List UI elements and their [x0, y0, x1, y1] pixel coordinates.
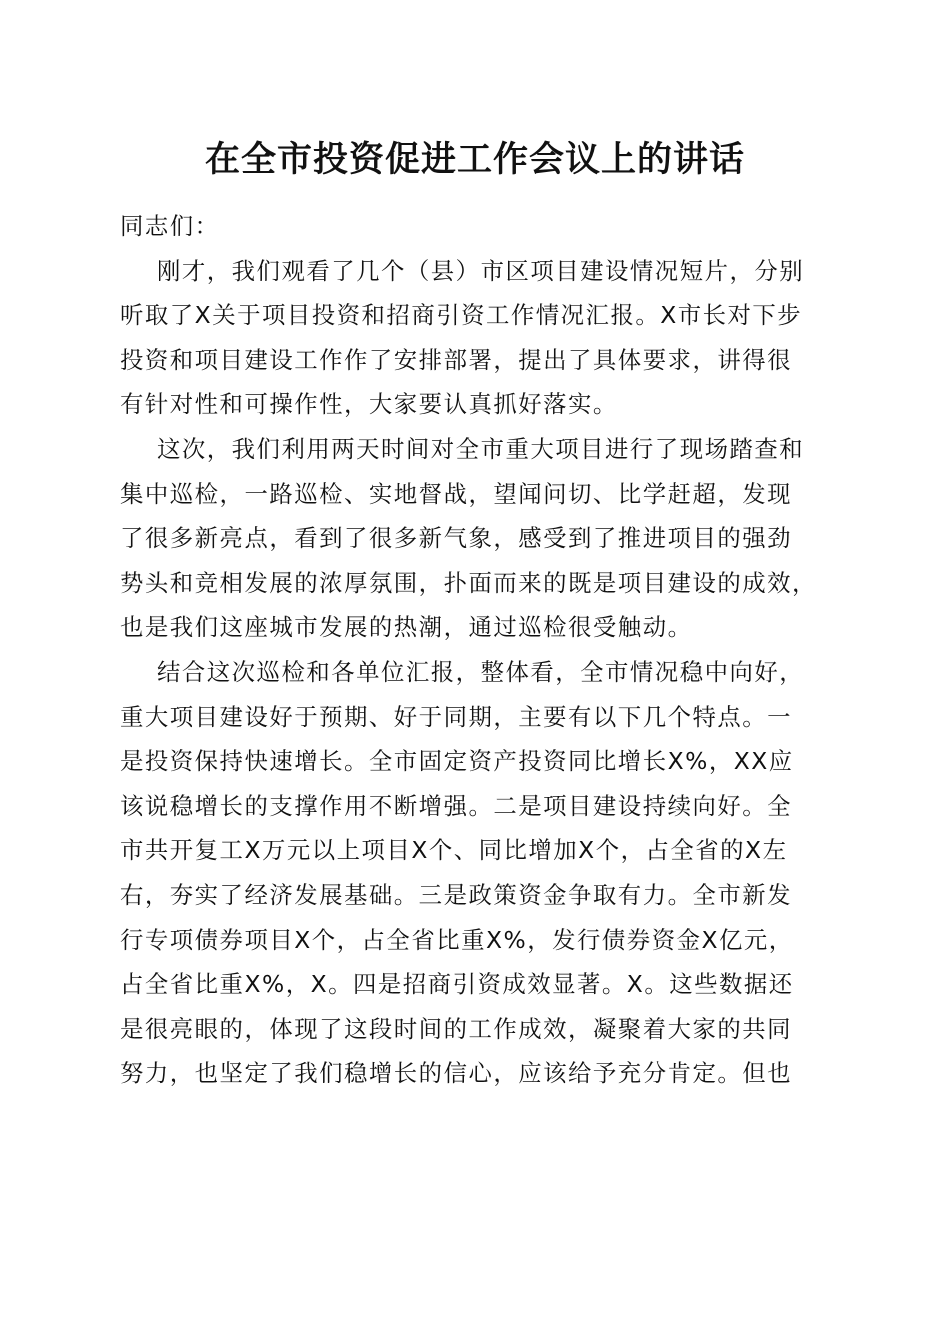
paragraph-2-line-3: 了很多新亮点，看到了很多新气象，感受到了推进项目的强劲 — [120, 524, 793, 553]
paragraph-3-line-3: 是投资保持快速增长。全市固定资产投资同比增长X%，XX应 — [120, 747, 794, 776]
paragraph-3-line-5: 市共开复工X万元以上项目X个、同比增加X个，占全省的X左 — [120, 836, 788, 865]
paragraph-3-line-7: 行专项债券项目X个，占全省比重X%，发行债券资金X亿元， — [120, 925, 794, 954]
paragraph-2-line-1: 这次，我们利用两天时间对全市重大项目进行了现场踏查和 — [157, 434, 805, 463]
paragraph-2-line-2: 集中巡检，一路巡检、实地督战，望闻问切、比学赶超，发现 — [120, 479, 793, 508]
paragraph-1-line-3: 投资和项目建设工作作了安排部署，提出了具体要求，讲得很 — [120, 345, 793, 374]
paragraph-1-line-1: 刚才，我们观看了几个（县）市区项目建设情况短片，分别 — [157, 256, 805, 285]
page-title: 在全市投资促进工作会议上的讲话 — [204, 139, 745, 180]
paragraph-1-line-4: 有针对性和可操作性，大家要认真抓好落实。 — [120, 390, 618, 419]
paragraph-3-line-10: 努力，也坚定了我们稳增长的信心，应该给予充分肯定。但也 — [120, 1059, 793, 1088]
paragraph-3-line-8: 占全省比重X%，X。四是招商引资成效显著。X。这些数据还 — [120, 970, 794, 999]
paragraph-1-line-2: 听取了X关于项目投资和招商引资工作情况汇报。X市长对下步 — [120, 301, 803, 330]
paragraph-3-line-2: 重大项目建设好于预期、好于同期，主要有以下几个特点。一 — [120, 702, 793, 731]
paragraph-2-line-4: 势头和竞相发展的浓厚氛围，扑面而来的既是项目建设的成效， — [120, 568, 817, 597]
speech-body — [120, 204, 832, 1096]
paragraph-3-line-9: 是很亮眼的，体现了这段时间的工作成效，凝聚着大家的共同 — [120, 1014, 793, 1043]
paragraph-3-line-1: 结合这次巡检和各单位汇报，整体看，全市情况稳中向好， — [157, 657, 805, 686]
paragraph-3-line-6: 右，夯实了经济发展基础。三是政策资金争取有力。全市新发 — [120, 880, 793, 909]
salutation: 同志们： — [120, 212, 220, 240]
paragraph-2-line-5: 也是我们这座城市发展的热潮，通过巡检很受触动。 — [120, 613, 693, 642]
paragraph-3-line-4: 该说稳增长的支撑作用不断增强。二是项目建设持续向好。全 — [120, 791, 793, 820]
